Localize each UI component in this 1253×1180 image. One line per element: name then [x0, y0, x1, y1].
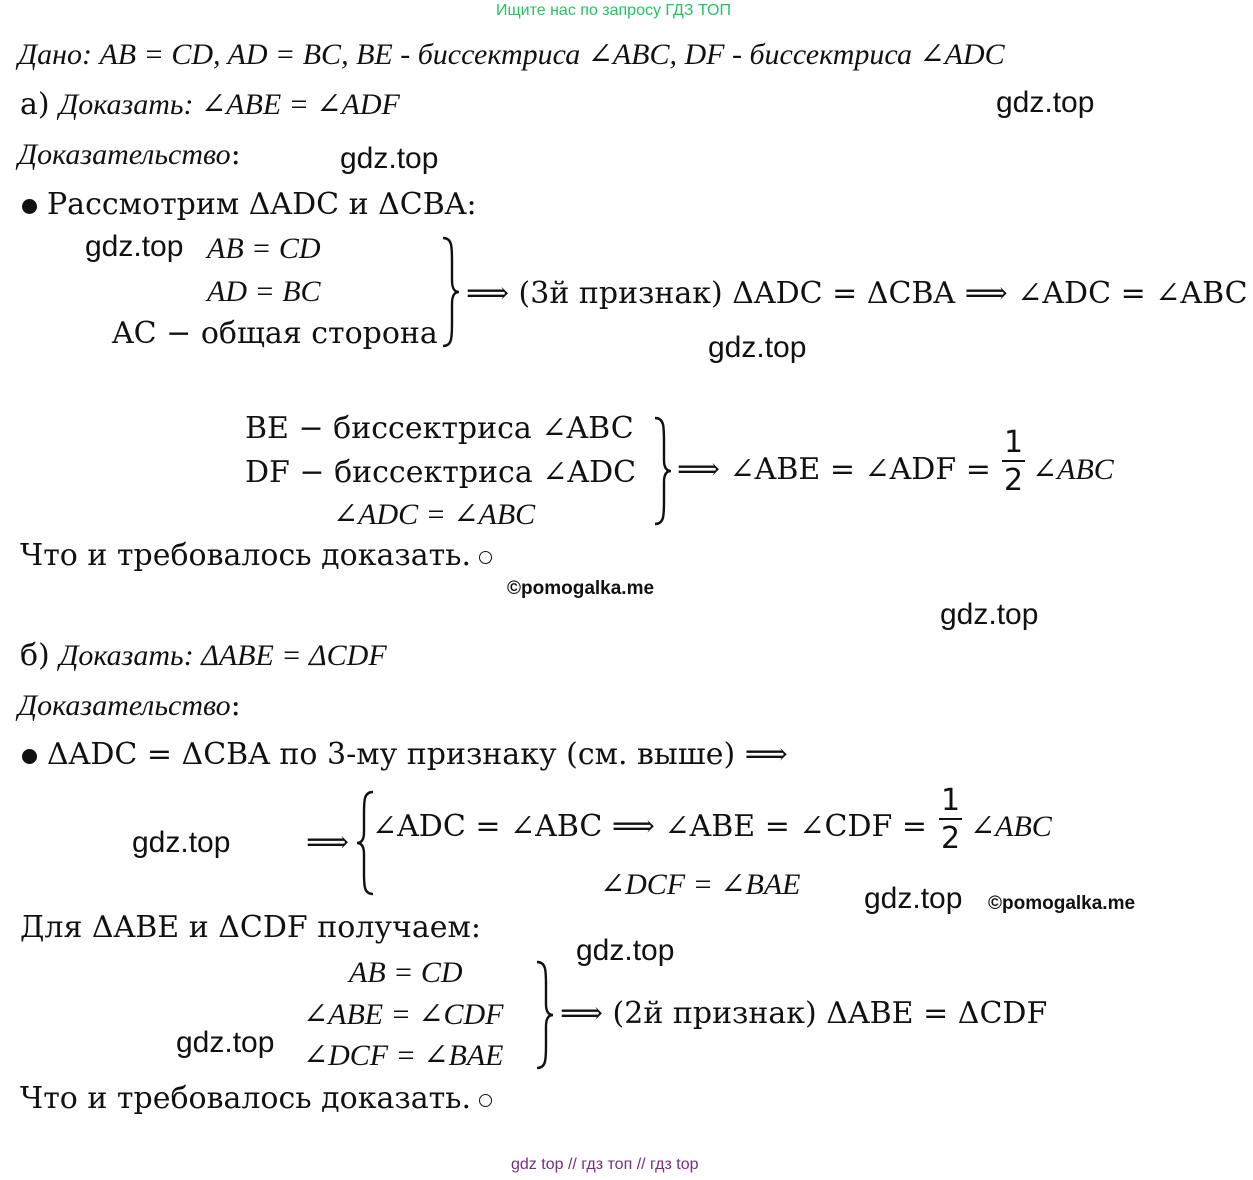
- part-b-bullet-line: [22, 737, 788, 772]
- part-a-proof-label: Доказательство: [18, 138, 231, 171]
- watermark-gdz: gdz.top: [176, 1026, 275, 1059]
- part-a-done: [20, 538, 492, 573]
- conclusion3: ⟹ (2й признак) ΔABE = ΔCDF: [560, 996, 1048, 1031]
- part-b-proof-label-line: [18, 688, 241, 723]
- right-brace-icon: [534, 960, 556, 1070]
- system2-line-2: DF − биссектриса ∠ADC: [245, 455, 637, 490]
- watermark-gdz: gdz.top: [708, 331, 807, 364]
- system3-line-2: ∠ABE = ∠CDF: [303, 998, 504, 1031]
- conclusion2-left: ⟹ ∠ABE = ∠ADF =: [677, 452, 991, 487]
- part-a-prove-line: [20, 87, 400, 122]
- part-b-done: [20, 1081, 492, 1116]
- fraction-one-half: [939, 783, 962, 856]
- fraction-denominator: 2: [941, 821, 961, 856]
- part-b-sys-line1-right: ∠ABC: [970, 810, 1052, 843]
- footer-links: [511, 1156, 699, 1174]
- fraction-numerator: 1: [1004, 425, 1024, 460]
- part-b-proof-colon: :: [230, 688, 241, 723]
- footer-separator: //: [636, 1156, 646, 1173]
- fraction-denominator: 2: [1004, 463, 1024, 498]
- conclusion2-right: ∠ABC: [1032, 453, 1114, 486]
- part-b-prove-text: : ΔABE = ΔCDF: [183, 639, 387, 672]
- part-b-bullet-text: ΔADC = ΔCBA по 3-му признаку (см. выше) ⟹: [47, 737, 788, 772]
- part-a-proof-label-line: [18, 137, 241, 172]
- right-brace-icon: [440, 236, 462, 348]
- part-a-consider-line: [22, 187, 477, 222]
- watermark-gdz: gdz.top: [996, 86, 1095, 119]
- qed-circle-icon: [479, 551, 492, 564]
- watermark-gdz: gdz.top: [132, 826, 231, 859]
- part-a-prove-text: : ∠ABE = ∠ADF: [183, 88, 400, 121]
- part-a-done-text: Что и требовалось доказать.: [20, 538, 472, 573]
- part-b-sys-line2: ∠DCF = ∠BAE: [600, 868, 801, 901]
- part-a-prefix: а): [20, 87, 50, 122]
- bullet-icon: [22, 199, 37, 214]
- system3-line-3: ∠DCF = ∠BAE: [303, 1039, 504, 1072]
- conclusion1: ⟹ (3й признак) ΔADC = ΔCBA ⟹ ∠ADC = ∠ABC: [466, 276, 1248, 311]
- search-hint-link[interactable]: Ищите нас по запросу ГДЗ ТОП: [496, 2, 731, 19]
- system1-line-1: AB = CD: [207, 232, 321, 265]
- part-a-consider: Рассмотрим ΔADC и ΔCBA:: [47, 187, 477, 222]
- watermark-gdz: gdz.top: [864, 882, 963, 915]
- part-b-done-text: Что и требовалось доказать.: [20, 1081, 472, 1116]
- part-b-prove-line: [20, 638, 387, 673]
- watermark-copyright: ©pomogalka.me: [507, 578, 655, 599]
- part-b-arrow: ⟹: [306, 825, 350, 860]
- given-text: : AB = CD, AD = BC, BE - биссектриса ∠ABC, DF - биссектриса ∠ADC: [81, 38, 1005, 71]
- system1-line-3: AC − общая сторона: [112, 316, 438, 351]
- right-brace-icon: [652, 416, 674, 526]
- footer-link-gdz-top-mixed[interactable]: гдз top: [650, 1156, 699, 1173]
- system2-line-3: ∠ADC = ∠ABC: [333, 498, 536, 531]
- watermark-gdz: gdz.top: [576, 934, 675, 967]
- part-b-for-text: Для ΔABE и ΔCDF получаем:: [20, 910, 481, 945]
- system3-line-1: AB = CD: [349, 956, 463, 989]
- part-b-proof-label: Доказательство: [18, 689, 231, 722]
- given-label: Дано: [18, 38, 82, 71]
- part-a-prove-label: Доказать: [59, 88, 184, 121]
- fraction-numerator: 1: [941, 783, 961, 818]
- system2-line-1: BE − биссектриса ∠ABC: [245, 411, 634, 446]
- watermark-copyright: ©pomogalka.me: [988, 893, 1136, 914]
- part-a-proof-colon: :: [230, 137, 241, 172]
- given-line: [18, 40, 1005, 70]
- system1-line-2: AD = BC: [207, 275, 321, 308]
- footer-separator: //: [567, 1156, 577, 1173]
- fraction-one-half: [1002, 425, 1025, 498]
- watermark-gdz: gdz.top: [340, 142, 439, 175]
- bullet-icon: [22, 749, 37, 764]
- footer-link-gdz-top[interactable]: gdz top: [511, 1156, 564, 1173]
- qed-circle-icon: [479, 1094, 492, 1107]
- watermark-gdz: gdz.top: [85, 230, 184, 263]
- part-b-prove-label: Доказать: [59, 639, 184, 672]
- part-b-prefix: б): [20, 638, 50, 673]
- part-b-sys-line1-left: ∠ADC = ∠ABC ⟹ ∠ABE = ∠CDF =: [372, 809, 928, 844]
- watermark-gdz: gdz.top: [940, 598, 1039, 631]
- footer-link-gdz-top-ru[interactable]: гдз топ: [581, 1156, 633, 1173]
